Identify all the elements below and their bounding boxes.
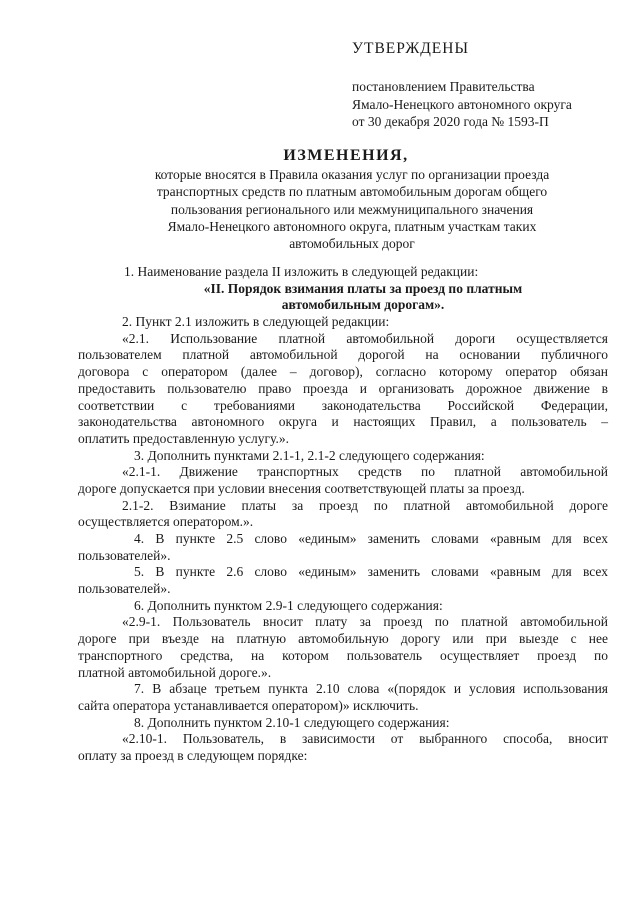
body-line: пользователей».: [78, 547, 171, 563]
body-line: 4. В пункте 2.5 слово «единым» заменить словами «равным для всех: [134, 531, 608, 546]
body-line: платной автомобильной дороге.».: [78, 664, 272, 680]
body-line: 3. Дополнить пунктами 2.1-1, 2.1-2 следующего содержания:: [134, 447, 485, 463]
body-line: 6. Дополнить пунктом 2.9-1 следующего содержания:: [134, 597, 443, 613]
subtitle-line: которые вносятся в Правила оказания услуг по организации проезда: [154, 167, 550, 182]
approval-line: Ямало-Ненецкого автономного округа: [352, 96, 572, 112]
body-line: дороге при въезде на платную автомобильную дорогу или при выезде с нее: [78, 631, 608, 647]
approval-block: [352, 78, 572, 131]
body-line: 7. В абзаце третьем пункта 2.10 слова «(порядок и условия использования: [134, 681, 608, 697]
body-line: 8. Дополнить пунктом 2.10-1 следующего содержания:: [134, 714, 450, 730]
subtitle-line: автомобильных дорог: [289, 236, 415, 252]
body-line: пользователем платной автомобильной дорогой на основании публичного: [78, 347, 608, 363]
document-subtitle: [112, 166, 592, 252]
body-line: пользователей».: [78, 581, 171, 597]
body-line: оплату за проезд в следующем порядке:: [78, 747, 308, 763]
body-line: автомобильным дорогам».: [281, 297, 445, 313]
body-line: 1. Наименование раздела II изложить в следующей редакции:: [124, 264, 479, 279]
body-line: транспортного средства, на котором пользователь осуществляет проезд по: [78, 647, 608, 663]
body-line: «2.10-1. Пользователь, в зависимости от выбранного способа, вносит: [122, 731, 608, 747]
body-line: договора с оператором (далее – договор), согласно которому оператор обязан: [78, 364, 608, 380]
subtitle-line: пользования регионального или межмуниципального значения: [170, 201, 534, 217]
approval-line: от 30 декабря 2020 года № 1593-П: [352, 114, 549, 129]
subtitle-line: транспортных средств по платным автомобильным дорогам общего: [156, 184, 548, 200]
body-line: оплатить предоставленную услугу.».: [78, 430, 289, 446]
body-line: 2. Пункт 2.1 изложить в следующей редакции:: [122, 314, 390, 330]
body-line: сайта оператора устанавливается оператором)» исключить.: [78, 697, 419, 713]
body-line: «2.9-1. Пользователь вносит плату за проезд по платной автомобильной: [122, 614, 608, 630]
body-line: 5. В пункте 2.6 слово «единым» заменить словами «равным для всех: [134, 564, 608, 580]
body-line: дороге допускается при условии внесения соответствующей платы за проезд.: [78, 480, 525, 496]
body-line: «2.1. Использование платной автомобильной дороги осуществляется: [122, 330, 608, 346]
body-line: 2.1-2. Взимание платы за проезд по платной автомобильной дороге: [122, 497, 608, 513]
approval-line: постановлением Правительства: [352, 79, 535, 94]
document-body: [78, 264, 608, 765]
body-line: законодательства автономного округа и настоящих Правил, а пользователь –: [78, 414, 608, 430]
approval-heading: УТВЕРЖДЕНЫ: [352, 40, 469, 57]
body-line: «2.1-1. Движение транспортных средств по платной автомобильной: [122, 464, 608, 480]
body-line: предоставить пользователю право проезда и организовать дорожное движение в: [78, 380, 608, 396]
body-line: «II. Порядок взимания платы за проезд по платным: [203, 280, 523, 296]
document-title: ИЗМЕНЕНИЯ,: [283, 147, 409, 164]
body-line: осуществляется оператором.».: [78, 514, 254, 530]
body-line: соответствии с требованиями законодательства Российской Федерации,: [78, 397, 608, 413]
subtitle-line: Ямало-Ненецкого автономного округа, платным участкам таких: [167, 218, 537, 234]
